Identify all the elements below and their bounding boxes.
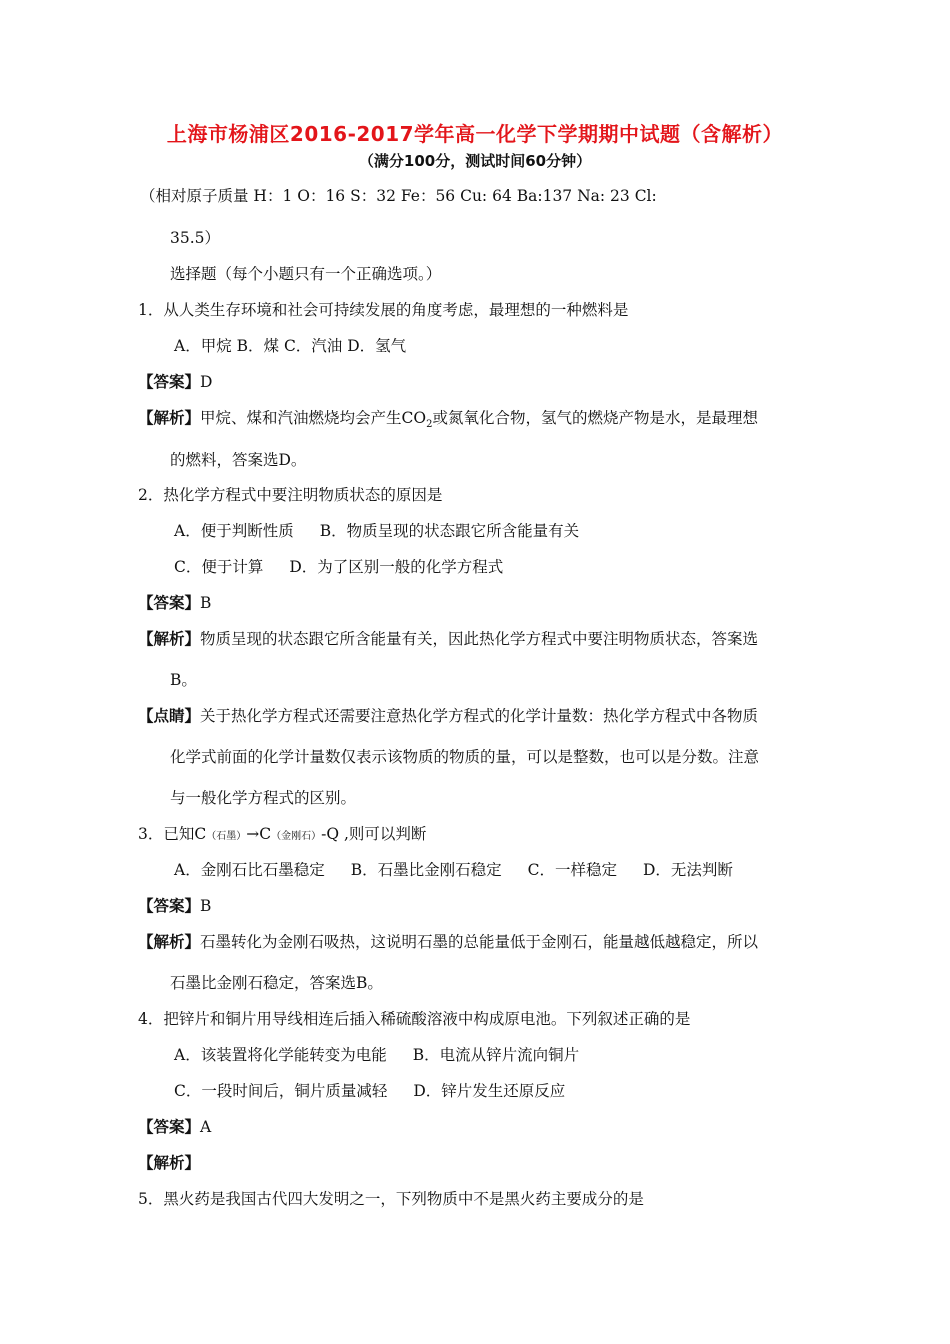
question-4-stem: 4．把锌片和铜片用导线相连后插入稀硫酸溶液中构成原电池。下列叙述正确的是 bbox=[138, 1010, 691, 1028]
option-a: A．该装置将化学能转变为电能 bbox=[174, 1046, 387, 1064]
question-1-options: A．甲烷 B．煤 C．汽油 D．氢气 bbox=[174, 337, 407, 355]
answer-tag: 【答案】 bbox=[138, 593, 201, 612]
diamond-subscript: （金刚石） bbox=[271, 831, 322, 842]
option-b: B．石墨比金刚石稳定 bbox=[350, 861, 502, 879]
co2-subscript: 2 bbox=[426, 419, 433, 431]
reaction-arrow: →C bbox=[246, 825, 272, 843]
document-subtitle: （满分100分，测试时间60分钟） bbox=[358, 152, 592, 170]
analysis-text: 物质呈现的状态跟它所含能量有关，因此热化学方程式中要注明物质状态，答案选 bbox=[200, 630, 759, 648]
question-1-answer bbox=[138, 372, 212, 392]
graphite-subscript: （石墨） bbox=[206, 831, 247, 842]
section-heading: 选择题（每个小题只有一个正确选项。） bbox=[170, 265, 442, 283]
answer-value: A bbox=[200, 1118, 212, 1136]
question-3-stem bbox=[138, 824, 426, 847]
stem-text-b: -Q ,则可以判断 bbox=[321, 825, 427, 843]
question-2-stem: 2．热化学方程式中要注明物质状态的原因是 bbox=[138, 486, 443, 504]
question-3-analysis bbox=[138, 932, 758, 952]
document-title: 上海市杨浦区2016-2017学年高一化学下学期期中试题（含解析） bbox=[166, 122, 784, 146]
option-b: B．电流从锌片流向铜片 bbox=[412, 1046, 580, 1064]
analysis-tag: 【解析】 bbox=[138, 1153, 201, 1172]
question-1-analysis bbox=[138, 408, 758, 435]
question-2-options-row-2 bbox=[174, 557, 503, 577]
question-2-tip bbox=[138, 706, 758, 726]
question-1-stem: 1．从人类生存环境和社会可持续发展的角度考虑，最理想的一种燃料是 bbox=[138, 301, 629, 319]
answer-value: B bbox=[200, 594, 212, 612]
option-d: D．为了区别一般的化学方程式 bbox=[289, 558, 504, 576]
tip-tag: 【点睛】 bbox=[138, 706, 201, 725]
question-3-answer bbox=[138, 896, 211, 916]
option-c: C．一样稳定 bbox=[527, 861, 617, 879]
question-1-analysis-line-2: 的燃料，答案选D。 bbox=[170, 451, 307, 469]
question-3-options bbox=[174, 860, 733, 880]
analysis-text-b: 或氮氧化合物，氢气的燃烧产物是水，是最理想 bbox=[432, 409, 758, 427]
analysis-tag: 【解析】 bbox=[138, 629, 201, 648]
atomic-mass-line-1: （相对原子质量 H：1 O：16 S：32 Fe：56 Cu: 64 Ba:137 Na: 23 Cl: bbox=[140, 187, 657, 205]
answer-value: B bbox=[200, 897, 212, 915]
option-b: B．物质呈现的状态跟它所含能量有关 bbox=[319, 522, 580, 540]
question-4-answer bbox=[138, 1117, 211, 1137]
analysis-text-a: 甲烷、煤和汽油燃烧均会产生CO bbox=[200, 409, 427, 427]
question-2-analysis bbox=[138, 629, 758, 649]
analysis-tag: 【解析】 bbox=[138, 932, 201, 951]
question-2-tip-line-3: 与一般化学方程式的区别。 bbox=[170, 789, 357, 807]
answer-tag: 【答案】 bbox=[138, 896, 201, 915]
analysis-text: 石墨转化为金刚石吸热，这说明石墨的总能量低于金刚石，能量越低越稳定，所以 bbox=[200, 933, 759, 951]
option-a: A．便于判断性质 bbox=[174, 522, 294, 540]
answer-value: D bbox=[200, 373, 213, 391]
option-c: C．便于计算 bbox=[174, 558, 264, 576]
question-4-options-row-1 bbox=[174, 1045, 579, 1065]
question-5-stem: 5．黑火药是我国古代四大发明之一，下列物质中不是黑火药主要成分的是 bbox=[138, 1190, 644, 1208]
question-4-options-row-2 bbox=[174, 1081, 565, 1101]
question-2-analysis-line-2: B。 bbox=[170, 671, 197, 689]
option-a: A．金刚石比石墨稳定 bbox=[174, 861, 325, 879]
question-2-tip-line-2: 化学式前面的化学计量数仅表示该物质的物质的量，可以是整数，也可以是分数。注意 bbox=[170, 748, 760, 766]
question-2-answer bbox=[138, 593, 211, 613]
question-4-analysis bbox=[138, 1153, 200, 1173]
atomic-mass-line-2: 35.5） bbox=[170, 229, 221, 247]
question-3-analysis-line-2: 石墨比金刚石稳定，答案选B。 bbox=[170, 974, 383, 992]
option-c: C．一段时间后，铜片质量减轻 bbox=[174, 1082, 388, 1100]
stem-text-a: 3．已知C bbox=[138, 825, 207, 843]
question-2-options-row-1 bbox=[174, 521, 579, 541]
answer-tag: 【答案】 bbox=[138, 1117, 201, 1136]
answer-tag: 【答案】 bbox=[138, 372, 201, 391]
analysis-tag: 【解析】 bbox=[138, 408, 201, 427]
option-d: D．无法判断 bbox=[642, 861, 733, 879]
option-d: D．锌片发生还原反应 bbox=[413, 1082, 566, 1100]
tip-text: 关于热化学方程式还需要注意热化学方程式的化学计量数：热化学方程式中各物质 bbox=[200, 707, 759, 725]
